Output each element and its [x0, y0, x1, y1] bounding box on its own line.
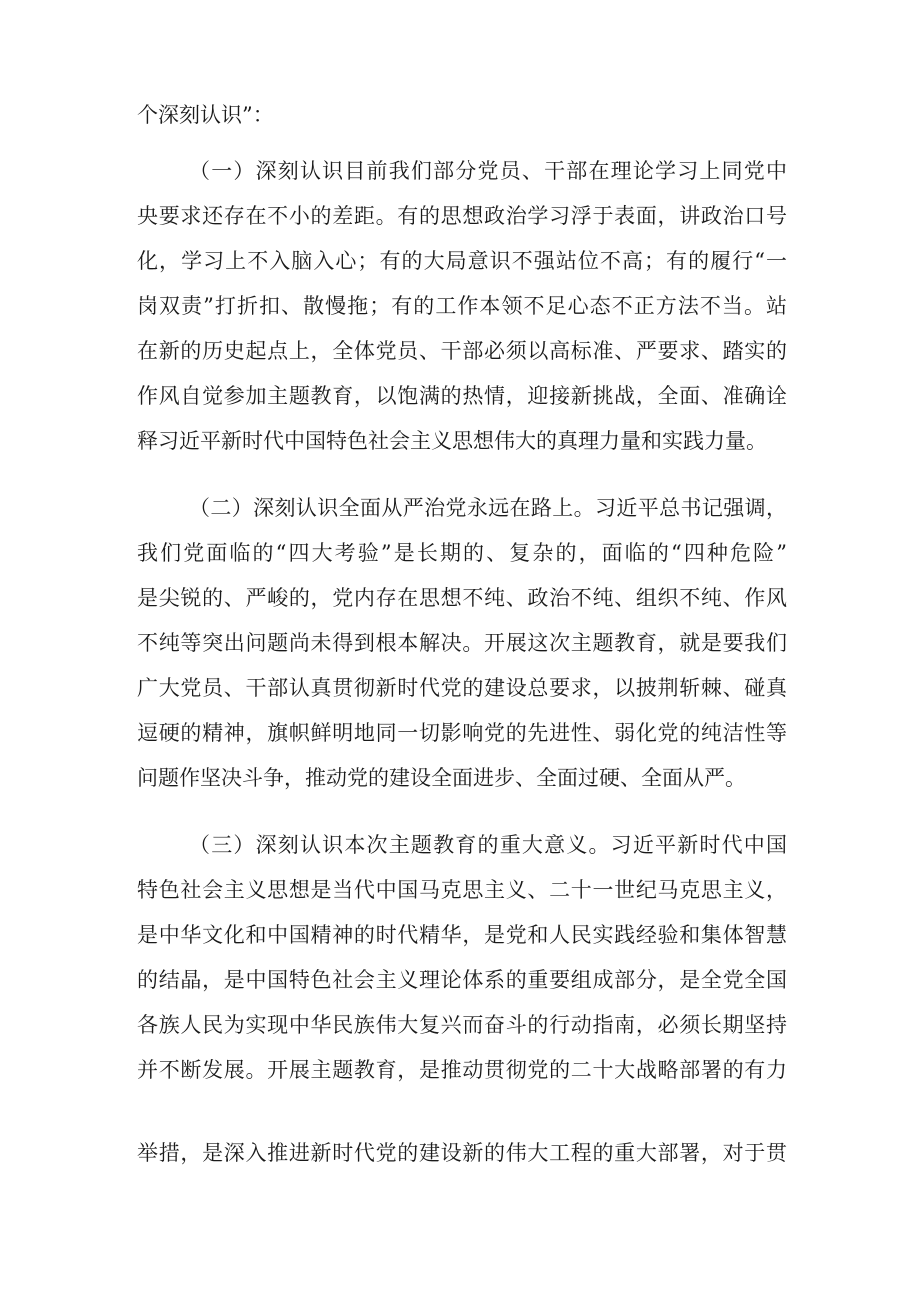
paragraph-2-line-3: 是尖锐的、严峻的，党内存在思想不纯、政治不纯、组织不纯、作风 [137, 586, 787, 610]
paragraph-3-line-1: （三）深刻认识本次主题教育的重大意义。习近平新时代中国 [189, 833, 787, 857]
paragraph-3-line-2: 特色社会主义思想是当代中国马克思主义、二十一世纪马克思主义， [137, 878, 787, 902]
paragraph-1-line-5: 在新的历史起点上，全体党员、干部必须以高标准、严要求、踏实的 [137, 339, 787, 363]
paragraph-1-line-2: 央要求还存在不小的差距。有的思想政治学习浮于表面，讲政治口号 [137, 204, 787, 228]
paragraph-1-line-4: 岗双责”打折扣、散慢拖；有的工作本领不足心态不正方法不当。站 [137, 294, 787, 318]
paragraph-1-line-7: 释习近平新时代中国特色社会主义思想伟大的真理力量和实践力量。 [137, 429, 767, 453]
paragraph-2-line-1: （二）深刻认识全面从严治党永远在路上。习近平总书记强调， [189, 496, 787, 520]
paragraph-2-line-6: 逗硬的精神，旗帜鲜明地同一切影响党的先进性、弱化党的纯洁性等 [137, 721, 787, 745]
paragraph-2-line-2: 我们党面临的“四大考验”是长期的、复杂的，面临的“四种危险” [137, 541, 787, 565]
paragraph-1-line-6: 作风自觉参加主题教育，以饱满的热情，迎接新挑战，全面、准确诠 [137, 384, 787, 408]
paragraph-2-line-5: 广大党员、干部认真贯彻新时代党的建设总要求，以披荆斩棘、碰真 [137, 676, 787, 700]
paragraph-3-line-4: 的结晶，是中国特色社会主义理论体系的重要组成部分，是全党全国 [137, 968, 787, 992]
paragraph-3-line-7: 举措，是深入推进新时代党的建设新的伟大工程的重大部署，对于贯 [137, 1141, 787, 1165]
paragraph-1-line-3: 化，学习上不入脑入心；有的大局意识不强站位不高；有的履行“一 [137, 249, 787, 273]
paragraph-3-line-3: 是中华文化和中国精神的时代精华，是党和人民实践经验和集体智慧 [137, 923, 787, 947]
paragraph-1-line-1: （一）深刻认识目前我们部分党员、干部在理论学习上同党中 [189, 159, 787, 183]
intro-line: 个深刻认识”： [137, 103, 274, 127]
paragraph-2-line-4: 不纯等突出问题尚未得到根本解决。开展这次主题教育，就是要我们 [137, 631, 787, 655]
paragraph-3-line-5: 各族人民为实现中华民族伟大复兴而奋斗的行动指南，必须长期坚持 [137, 1013, 787, 1037]
paragraph-2-line-7: 问题作坚决斗争，推动党的建设全面进步、全面过硬、全面从严。 [137, 766, 746, 790]
paragraph-3-line-6: 并不断发展。开展主题教育，是推动贯彻党的二十大战略部署的有力 [137, 1058, 787, 1082]
